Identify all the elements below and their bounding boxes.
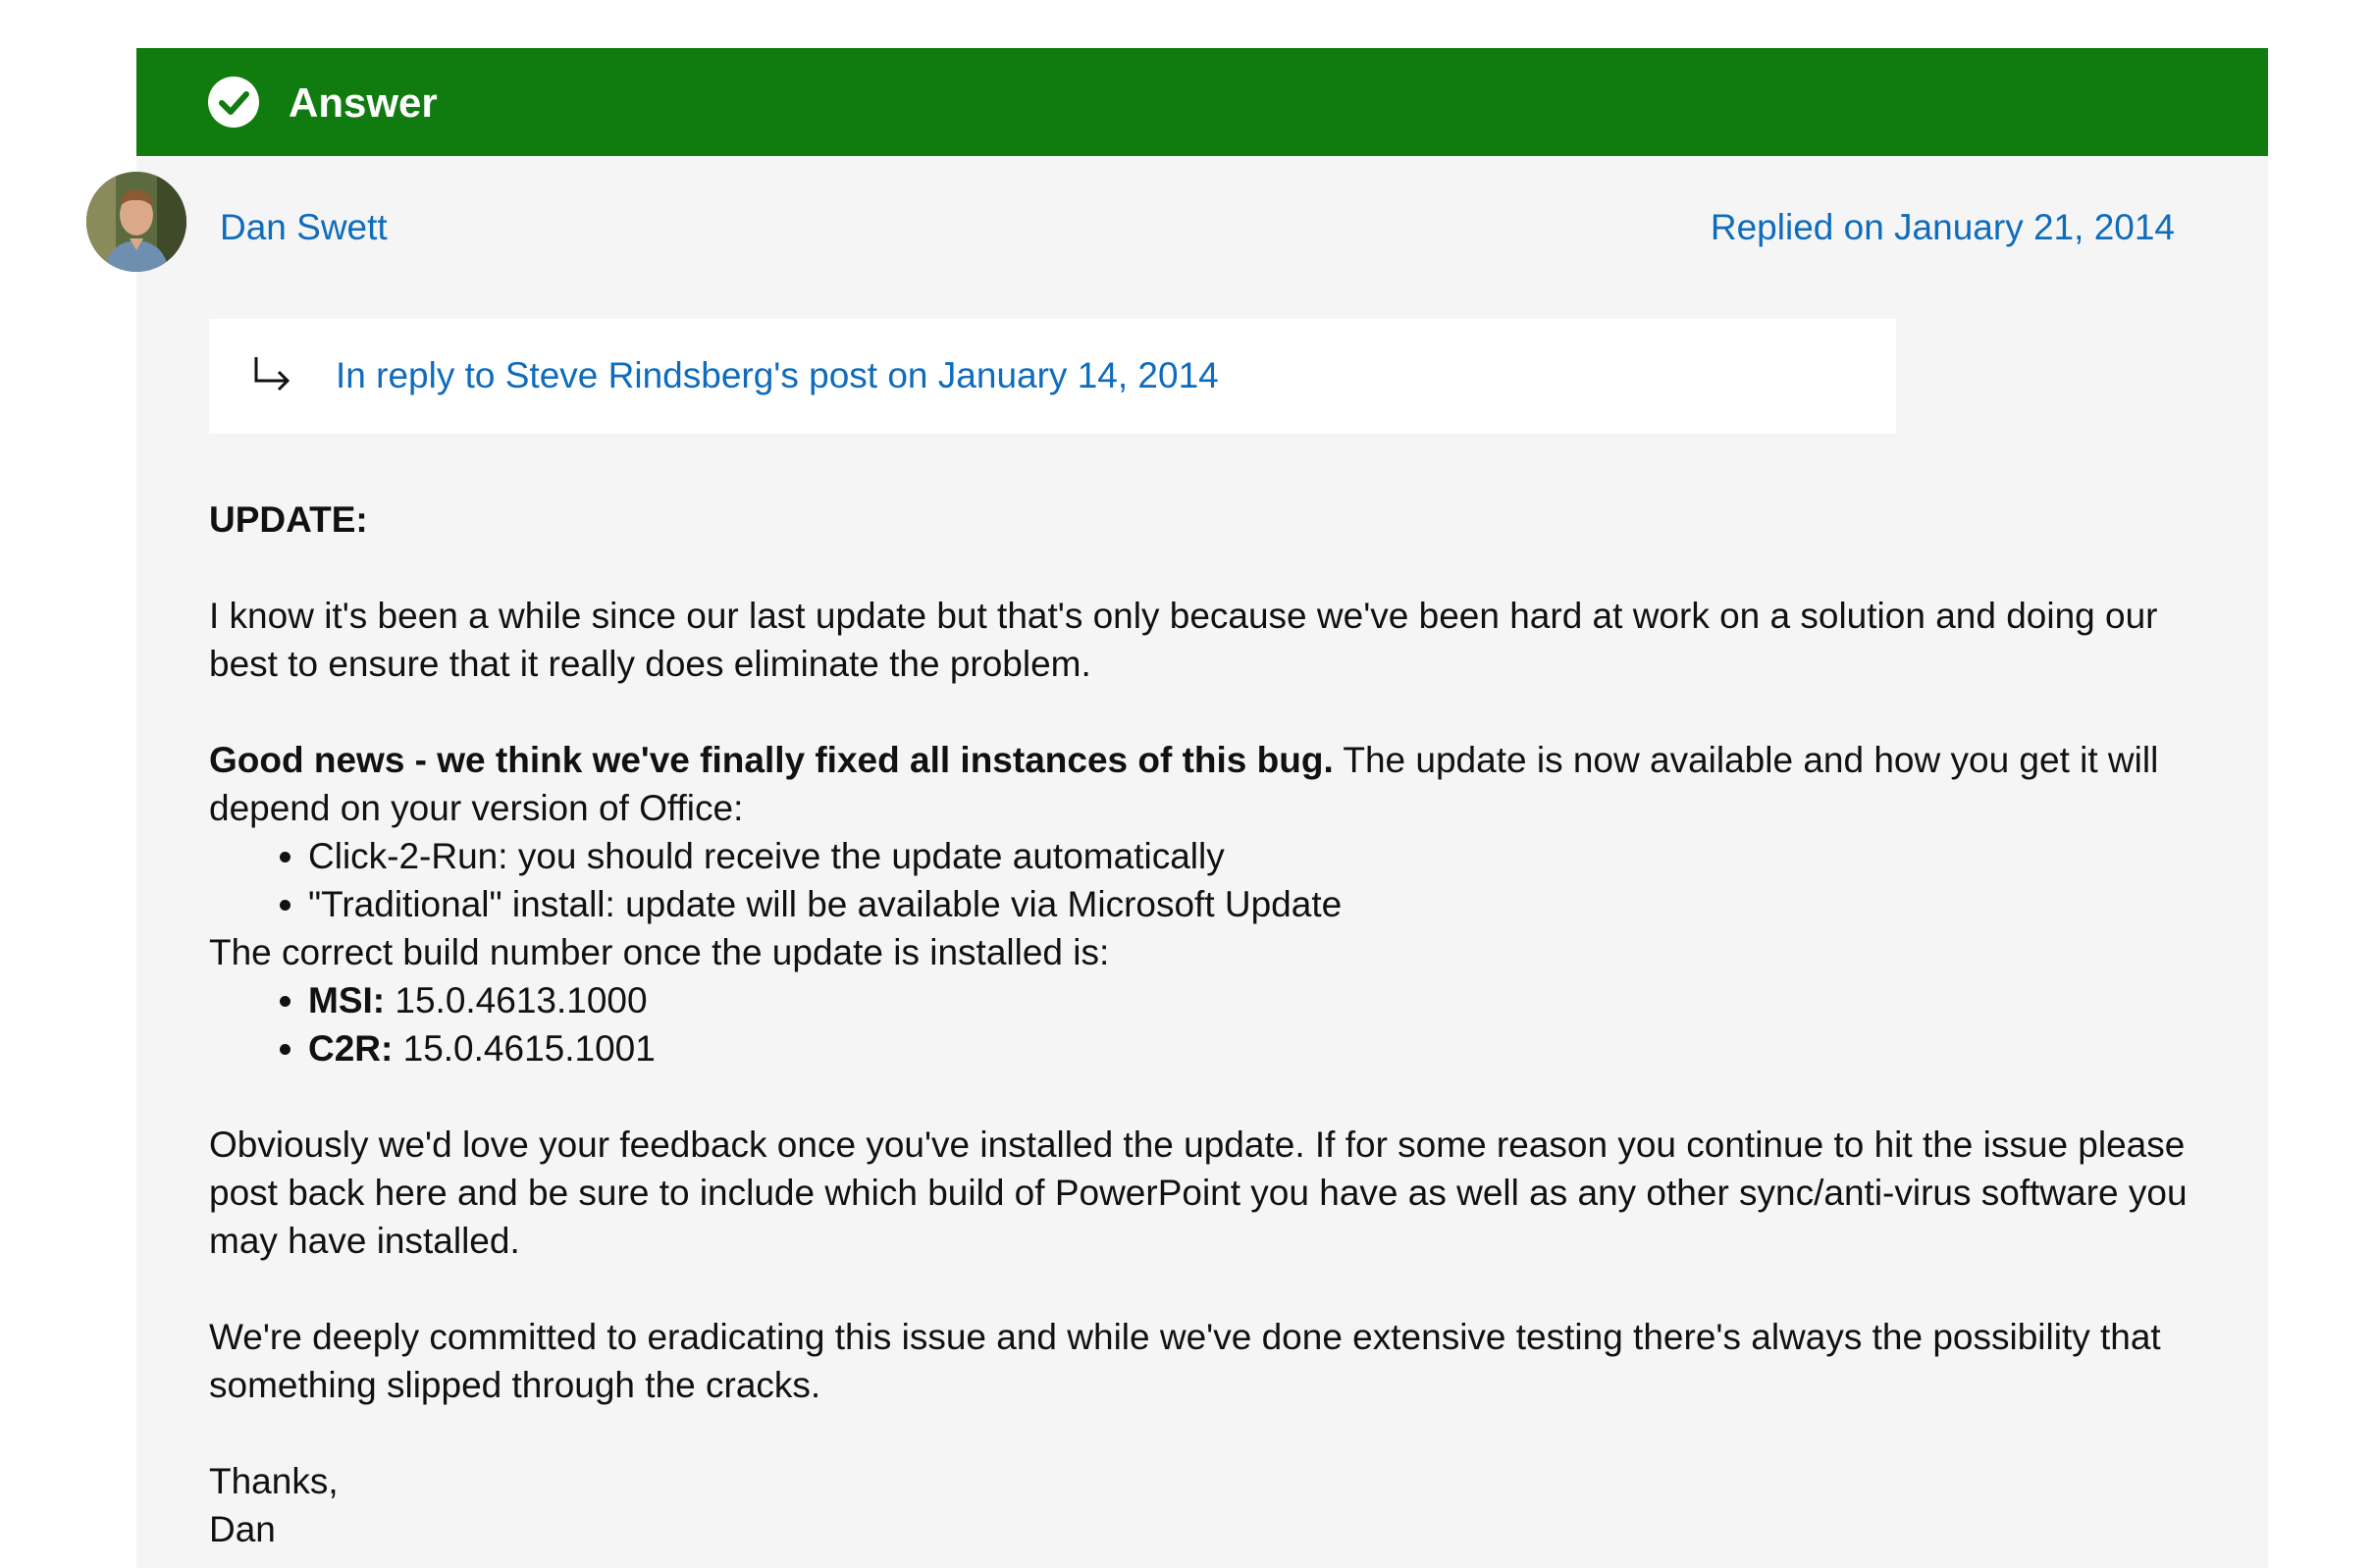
build-numbers-list [209,976,2211,1072]
post-paragraph-1: I know it's been a while since our last update but that's only because we've been hard at work on a solution and doing our best to ensure that it really does eliminate the problem. [209,596,2158,684]
post-paragraph-4: We're deeply committed to eradicating this issue and while we've done extensive testing there's always the possibility that something slipped through the cracks. [209,1317,2161,1405]
build-label: C2R: [308,1028,394,1069]
signature: Dan [209,1509,276,1549]
closing: Thanks, [209,1461,339,1501]
answer-label: Answer [289,79,438,126]
post-paragraph-3: Obviously we'd love your feedback once you've installed the update. If for some reason you continue to hit the issue please post back here and be sure to include which build of PowerPoint you have as well as any other sync/anti-virus software you may have installed. [209,1124,2188,1261]
list-item [308,976,2211,1024]
in-reply-to-box [209,319,1896,434]
list-item [308,1024,2211,1072]
answer-banner [136,48,2268,156]
author-name-link[interactable]: Dan Swett [220,207,388,247]
avatar[interactable] [86,172,186,272]
list-item: • Click-2-Run: you should receive the update automatically [308,832,2211,880]
check-circle-icon [208,77,259,128]
list-item: • "Traditional" install: update will be available via Microsoft Update [308,880,2211,928]
post-heading: UPDATE: [209,499,368,540]
build-value: 15.0.4615.1001 [393,1028,656,1069]
post-paragraph-2-bold: Good news - we think we've finally fixed all instances of this bug. [209,740,1334,780]
install-options-list [209,832,2211,928]
build-intro: The correct build number once the update is installed is: [209,932,1110,972]
in-reply-to-link[interactable]: In reply to Steve Rindsberg's post on January 14, 2014 [336,355,1219,395]
replied-date-link[interactable]: Replied on January 21, 2014 [1710,207,2175,247]
reply-arrow-icon [248,351,297,400]
post-paragraph-2 [209,736,2211,832]
post-body [209,496,2211,1553]
build-label: MSI: [308,980,386,1020]
build-value: 15.0.4613.1000 [385,980,648,1020]
post-paragraph-2-rest: The update is now available and how you get it will depend on your version of Office: [209,740,2159,828]
